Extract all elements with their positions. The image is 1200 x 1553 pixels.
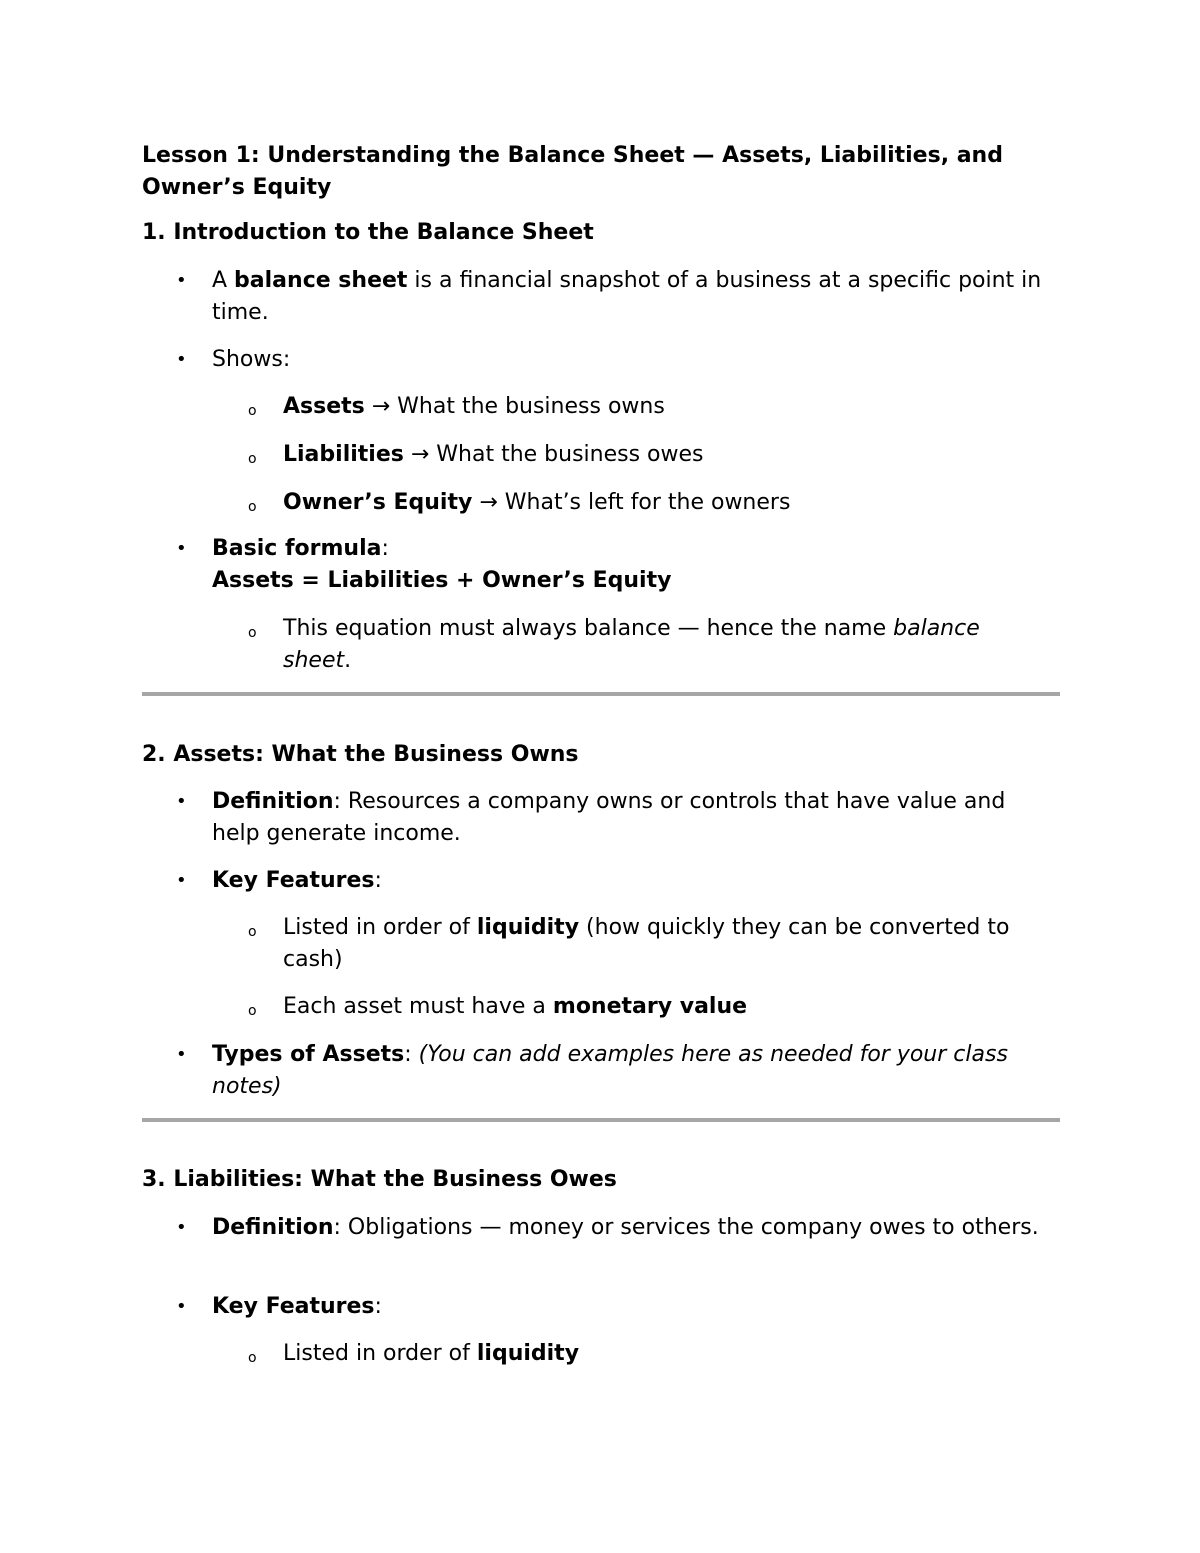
shows-owners-equity: Owner’s Equity → What’s left for the owners bbox=[283, 490, 791, 515]
balance-sheet-definition: A balance sheet is a financial snapshot of a business at a specific point in time. bbox=[212, 268, 1042, 325]
bullet-icon: • bbox=[176, 270, 187, 291]
section-heading-1: 1. Introduction to the Balance Sheet bbox=[142, 220, 594, 245]
sub-bullet-icon: o bbox=[248, 499, 257, 515]
types-of-assets: Types of Assets: (You can add examples here as needed for your class notes) bbox=[212, 1042, 1008, 1099]
horizontal-divider bbox=[142, 1118, 1060, 1122]
sub-bullet-icon: o bbox=[248, 1003, 257, 1019]
bullet-icon: • bbox=[176, 1217, 187, 1238]
liabilities-key-features: Key Features: bbox=[212, 1294, 382, 1319]
formula-equation: Assets = Liabilities + Owner’s Equity bbox=[212, 568, 672, 593]
bullet-icon: • bbox=[176, 791, 187, 812]
bullet-icon: • bbox=[176, 870, 187, 891]
horizontal-divider bbox=[142, 692, 1060, 696]
liabilities-definition: Definition: Obligations — money or services the company owes to others. bbox=[212, 1215, 1039, 1240]
sub-bullet-icon: o bbox=[248, 1350, 257, 1366]
assets-definition: Definition: Resources a company owns or controls that have value and help generate income. bbox=[212, 789, 1006, 846]
sub-bullet-icon: o bbox=[248, 403, 257, 419]
bullet-icon: • bbox=[176, 349, 187, 370]
shows-label: Shows: bbox=[212, 347, 291, 372]
assets-feature-liquidity: Listed in order of liquidity (how quickly they can be converted to cash) bbox=[283, 915, 1010, 972]
liabilities-feature-liquidity: Listed in order of liquidity bbox=[283, 1341, 580, 1366]
formula-note: This equation must always balance — hence the name balance sheet. bbox=[283, 616, 980, 673]
assets-key-features: Key Features: bbox=[212, 868, 382, 893]
assets-feature-monetary-value: Each asset must have a monetary value bbox=[283, 994, 748, 1019]
section-heading-2: 2. Assets: What the Business Owns bbox=[142, 742, 579, 767]
shows-assets: Assets → What the business owns bbox=[283, 394, 665, 419]
bullet-icon: • bbox=[176, 538, 187, 559]
sub-bullet-icon: o bbox=[248, 924, 257, 940]
sub-bullet-icon: o bbox=[248, 451, 257, 467]
lesson-title: Lesson 1: Understanding the Balance Sheet — Assets, Liabilities, and Owner’s Equity bbox=[142, 143, 1003, 200]
shows-liabilities: Liabilities → What the business owes bbox=[283, 442, 704, 467]
sub-bullet-icon: o bbox=[248, 625, 257, 641]
bullet-icon: • bbox=[176, 1296, 187, 1317]
bullet-icon: • bbox=[176, 1044, 187, 1065]
basic-formula: Basic formula: Assets = Liabilities + Owner’s Equity bbox=[212, 536, 672, 593]
section-heading-3: 3. Liabilities: What the Business Owes bbox=[142, 1167, 617, 1192]
